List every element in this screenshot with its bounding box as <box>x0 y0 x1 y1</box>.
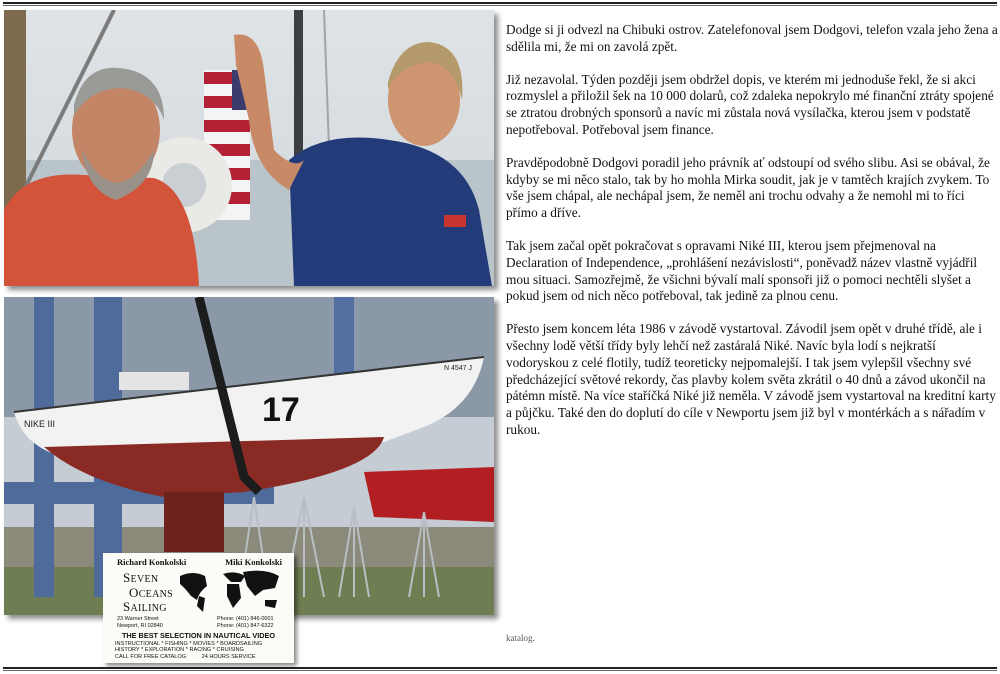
paragraph: Přesto jsem koncem léta 1986 v závodě vystartoval. Závodil jsem opět v druhé třídě, ale i všechny lodě větší třídy byly lehčí než zastáralá Niké. Navíc byla lodí s nejkratší vodoryskou z celé flotily, tudíž teoreticky nejpomalejší. I tak jsem vylepšil všechny své předcházející světové rekordy, čas plavby kolem světa zkrátil o 40 dnů a závod ukončil na pátémn místě. Na více staříčká Niké již neměla. V závodě jsem vystartoval na kreditní karty a půjčku. Také den do doplutí do cíle v Newportu jsem již byl v montérkách a s nářadím v rukou. <box>506 321 996 437</box>
bow-number: N 4547 J <box>444 365 473 372</box>
card-services <box>115 641 285 660</box>
paragraph: Pravděpodobně Dodgovi poradil jeho právník ať odstoupí od svého slibu. Asi se obával, že kdyby se mi něco stalo, tak by ho mohla Mirka soudit, jak je v tamtěch krajích zvykem. To vše jsem chápal, ale nechápal jsem, že neměl ani trochu odvahy a že nemohl mi to říci přímo a dříve. <box>506 154 990 221</box>
sail-number: 17 <box>262 391 300 429</box>
card-address-line: 23 Warner Street <box>117 616 159 622</box>
card-name-left: Richard Konkolski <box>117 557 187 567</box>
card-address-line: Newport, RI 02840 <box>117 622 163 629</box>
card-logo-text <box>123 572 173 616</box>
top-rule <box>3 2 997 6</box>
card-service-line: INSTRUCTIONAL * FISHING * MOVIES * BOARDSAILING <box>115 641 263 647</box>
card-logo-line: SAILING <box>123 599 167 614</box>
paragraph: Tak jsem začal opět pokračovat s opravami Niké III, kterou jsem přejmenoval na Declaration of Independence, „prohlášení nezávislosti“, poněvadž název vlastně vyjádřil mou situaci. Samozřejmě, že všichni bývalí malí sponsoři již o pomoci nechtěli slyšet a pokud jsem od nich něco potřeboval, tak jedině za plnou cenu. <box>506 237 978 304</box>
card-name-right: Miki Konkolski <box>225 557 282 567</box>
photo-two-sailors-image <box>4 10 494 286</box>
card-service-line: CALL FOR FREE CATALOG 24 HOURS SERVICE <box>115 653 256 660</box>
card-phone-line: Phone: (401) 846-0001 <box>217 616 274 622</box>
article-text <box>506 22 998 455</box>
business-card <box>103 553 294 663</box>
paragraph: Již nezavolal. Týden později jsem obdržel dopis, ve kterém mi jednoduše řekl, že si akci rozmyslel a přiložil šek na 10 000 dolarů, což zdaleka nepokrylo mé finanční ztráty spojené se ztratou drobných sponsorů a navíc mi zůstala nová vysílačka, kterou jsem v podstatě nepotřeboval. Potřeboval jsem finance. <box>506 71 994 137</box>
card-logo-line: OCEANS <box>129 584 173 600</box>
card-logo-line: SEVEN <box>123 570 159 585</box>
world-map-icon <box>175 566 285 614</box>
card-tagline: THE BEST SELECTION IN NAUTICAL VIDEO <box>121 631 276 640</box>
photo-two-sailors <box>4 10 494 286</box>
card-phones <box>217 616 274 630</box>
card-address <box>117 616 163 630</box>
bottom-rule <box>3 667 997 671</box>
card-service-line: HISTORY * EXPLORATION * RACING * CRUISING <box>115 647 244 654</box>
stray-text: katalog. <box>506 633 535 643</box>
shirt-logo-badge <box>444 215 466 227</box>
hull-name: NIKE III <box>24 419 56 429</box>
card-phone-line: Phone: (401) 847-6322 <box>217 622 274 629</box>
paragraph: Dodge si ji odvezl na Chibuki ostrov. Zatelefonoval jsem Dodgovi, telefon vzala jeho žena a sdělila mi, že mi on zavolá zpět. <box>506 22 998 54</box>
